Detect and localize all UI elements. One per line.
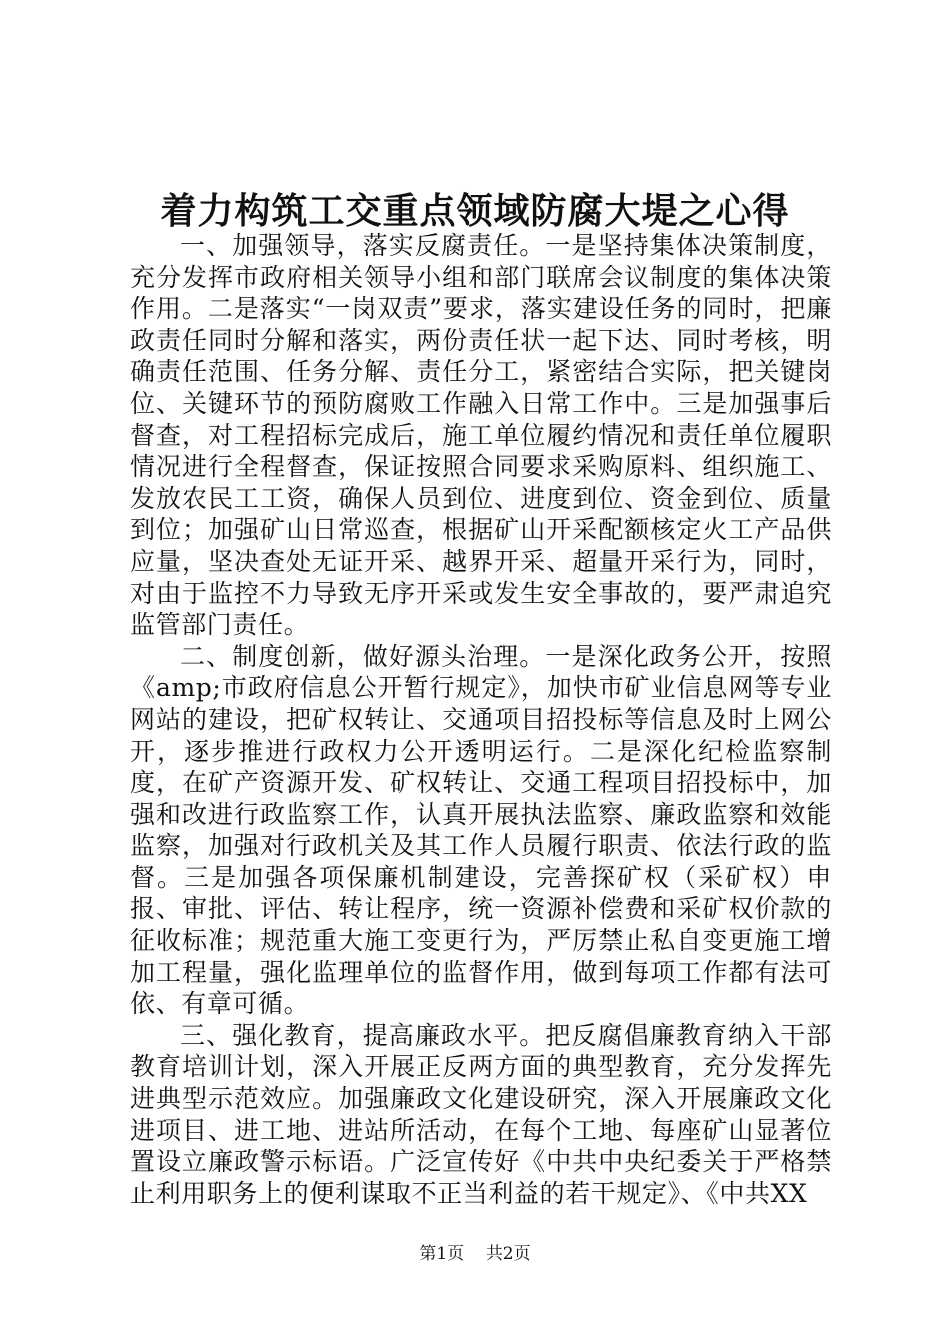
document-title: 着力构筑工交重点领域防腐大堤之心得 xyxy=(160,190,790,232)
page-number-total: 共2页 xyxy=(485,1244,531,1264)
page-footer xyxy=(0,1243,950,1265)
paragraph-3: 三、强化教育，提高廉政水平。把反腐倡廉教育纳入干部教育培训计划，深入开展正反两方面的典型教育，充分发挥先进典型示范效应。加强廉政文化建设研究，深入开展廉政文化进项目、进工地、进站所活动，在每个工地、每座矿山显著位置设立廉政警示标语。广泛宣传好《中共中央纪委关于严格禁止利用职务上的便利谋取不正当利益的若干规定》、《中共XX xyxy=(130,1020,832,1208)
document-body xyxy=(130,230,832,1209)
paragraph-2: 二、制度创新，做好源头治理。一是深化政务公开，按照《amp;市政府信息公开暂行规定》，加快市矿业信息网等专业网站的建设，把矿权转让、交通项目招投标等信息及时上网公开，逐步推进行政权力公开透明运行。二是深化纪检监察制度，在矿产资源开发、矿权转让、交通工程项目招投标中，加强和改进行政监察工作，认真开展执法监察、廉政监察和效能监察，加强对行政机关及其工作人员履行职责、依法行政的监督。三是加强各项保廉机制建设，完善探矿权（采矿权）申报、审批、评估、转让程序，统一资源补偿费和采矿权价款的征收标准；规范重大施工变更行为，严厉禁止私自变更施工增加工程量，强化监理单位的监督作用，做到每项工作都有法可依、有章可循。 xyxy=(130,641,832,1019)
page-number-current: 第1页 xyxy=(419,1244,465,1264)
paragraph-1: 一、加强领导，落实反腐责任。一是坚持集体决策制度，充分发挥市政府相关领导小组和部门联席会议制度的集体决策作用。二是落实“一岗双责”要求，落实建设任务的同时，把廉政责任同时分解和落实，两份责任状一起下达、同时考核，明确责任范围、任务分解、责任分工，紧密结合实际，把关键岗位、关键环节的预防腐败工作融入日常工作中。三是加强事后督查，对工程招标完成后，施工单位履约情况和责任单位履职情况进行全程督查，保证按照合同要求采购原料、组织施工、发放农民工工资，确保人员到位、进度到位、资金到位、质量到位；加强矿山日常巡查，根据矿山开采配额核定火工产品供应量，坚决查处无证开采、越界开采、超量开采行为，同时，对由于监控不力导致无序开采或发生安全事故的，要严肃追究监管部门责任。 xyxy=(130,231,832,640)
page-number-separator xyxy=(470,1244,481,1264)
